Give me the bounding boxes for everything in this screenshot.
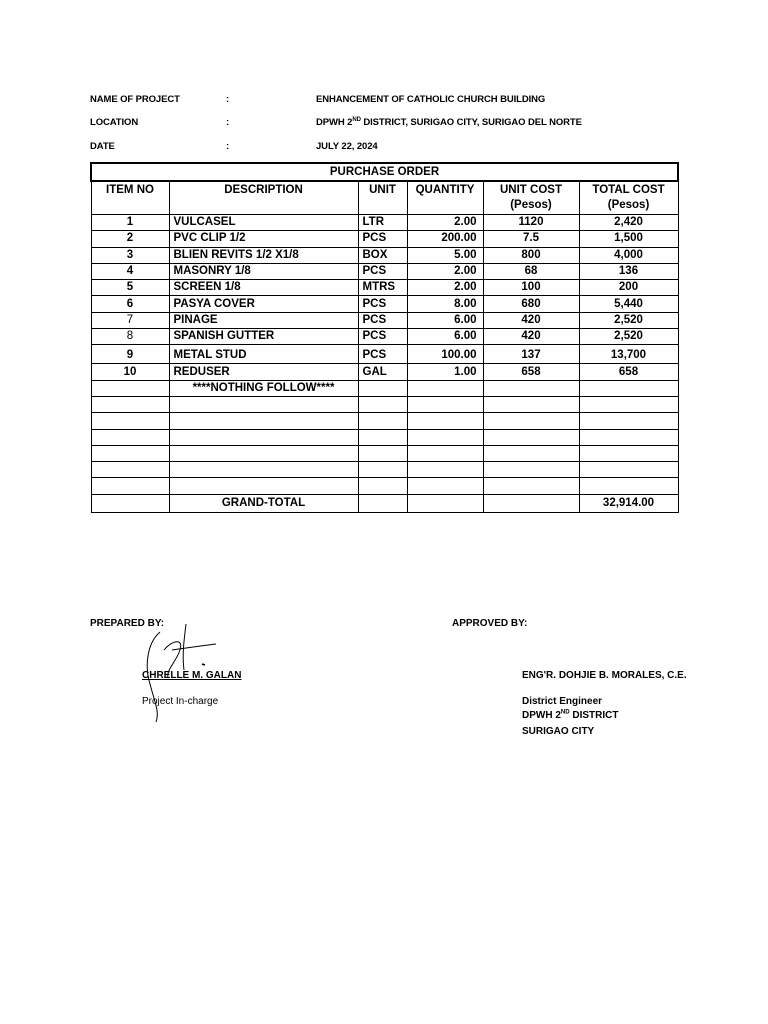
item-unit: PCS (358, 263, 407, 279)
project-name-label: NAME OF PROJECT (90, 94, 180, 105)
item-quantity: 6.00 (407, 329, 483, 345)
item-unit-cost: 658 (483, 364, 579, 380)
table-row (91, 364, 678, 380)
approved-by-office: DPWH 2ND DISTRICT (522, 709, 619, 721)
item-no: 8 (91, 329, 169, 345)
approved-by-label: APPROVED BY: (452, 618, 528, 629)
item-no: 4 (91, 263, 169, 279)
item-description: METAL STUD (169, 345, 358, 364)
item-no: 3 (91, 247, 169, 263)
empty-row (91, 396, 678, 412)
table-row (91, 263, 678, 279)
approved-by-title: District Engineer (522, 696, 603, 707)
item-total-cost: 136 (579, 263, 678, 279)
item-unit: PCS (358, 345, 407, 364)
item-quantity: 100.00 (407, 345, 483, 364)
table-row (91, 215, 678, 231)
item-total-cost: 2,520 (579, 329, 678, 345)
item-total-cost: 2,420 (579, 215, 678, 231)
item-description: VULCASEL (169, 215, 358, 231)
item-quantity: 8.00 (407, 296, 483, 312)
item-quantity: 2.00 (407, 263, 483, 279)
item-quantity: 5.00 (407, 247, 483, 263)
empty-row (91, 462, 678, 478)
item-description: REDUSER (169, 364, 358, 380)
col-header-unit-cost: UNIT COST (Pesos) (483, 181, 579, 215)
prepared-by-label: PREPARED BY: (90, 618, 165, 629)
purchase-order-table (90, 162, 679, 513)
item-total-cost: 200 (579, 280, 678, 296)
table-title-row (91, 163, 678, 181)
item-unit-cost: 420 (483, 312, 579, 328)
item-unit-cost: 7.5 (483, 231, 579, 247)
item-quantity: 6.00 (407, 312, 483, 328)
item-unit: PCS (358, 329, 407, 345)
table-row (91, 231, 678, 247)
item-unit-cost: 800 (483, 247, 579, 263)
nothing-follow-note: ****NOTHING FOLLOW**** (169, 380, 358, 396)
item-no: 2 (91, 231, 169, 247)
prepared-by-title: Project In-charge (142, 696, 219, 707)
item-unit-cost: 420 (483, 329, 579, 345)
item-no: 7 (91, 312, 169, 328)
item-unit: GAL (358, 364, 407, 380)
location-value: DPWH 2ND DISTRICT, SURIGAO CITY, SURIGAO DEL NORTE (316, 116, 582, 128)
grand-total-row (91, 494, 678, 512)
item-description: PVC CLIP 1/2 (169, 231, 358, 247)
date-colon: : (226, 141, 230, 152)
item-quantity: 2.00 (407, 280, 483, 296)
prepared-by-name: CHRELLE M. GALAN (142, 670, 242, 681)
project-name-colon: : (226, 94, 230, 105)
item-total-cost: 2,520 (579, 312, 678, 328)
table-row (91, 247, 678, 263)
date-label: DATE (90, 141, 115, 152)
item-unit-cost: 68 (483, 263, 579, 279)
item-unit-cost: 100 (483, 280, 579, 296)
table-row (91, 329, 678, 345)
project-name-value: ENHANCEMENT OF CATHOLIC CHURCH BUILDING (316, 94, 546, 105)
item-unit: LTR (358, 215, 407, 231)
location-colon: : (226, 117, 230, 128)
col-header-total-cost: TOTAL COST (Pesos) (579, 181, 678, 215)
table-row (91, 345, 678, 364)
empty-row (91, 478, 678, 494)
item-description: PASYA COVER (169, 296, 358, 312)
item-unit: MTRS (358, 280, 407, 296)
grand-total-value: 32,914.00 (579, 494, 678, 512)
item-unit-cost: 1120 (483, 215, 579, 231)
item-no: 5 (91, 280, 169, 296)
item-no: 10 (91, 364, 169, 380)
item-unit: BOX (358, 247, 407, 263)
col-header-item-no: ITEM NO (91, 181, 169, 215)
item-no: 9 (91, 345, 169, 364)
item-total-cost: 4,000 (579, 247, 678, 263)
table-row (91, 296, 678, 312)
grand-total-label: GRAND-TOTAL (169, 494, 358, 512)
item-unit-cost: 137 (483, 345, 579, 364)
table-header-row (91, 181, 678, 215)
item-description: PINAGE (169, 312, 358, 328)
item-description: BLIEN REVITS 1/2 X1/8 (169, 247, 358, 263)
item-quantity: 200.00 (407, 231, 483, 247)
location-label: LOCATION (90, 117, 139, 128)
item-description: SPANISH GUTTER (169, 329, 358, 345)
item-unit: PCS (358, 312, 407, 328)
item-total-cost: 658 (579, 364, 678, 380)
item-total-cost: 13,700 (579, 345, 678, 364)
nothing-follow-row (91, 380, 678, 396)
empty-row (91, 413, 678, 429)
item-total-cost: 5,440 (579, 296, 678, 312)
table-row (91, 280, 678, 296)
col-header-quantity: QUANTITY (407, 181, 483, 215)
approved-by-name: ENG'R. DOHJIE B. MORALES, C.E. (522, 670, 687, 681)
item-quantity: 2.00 (407, 215, 483, 231)
item-unit: PCS (358, 296, 407, 312)
approved-by-city: SURIGAO CITY (522, 726, 595, 737)
table-title: PURCHASE ORDER (91, 163, 678, 181)
col-header-description: DESCRIPTION (169, 181, 358, 215)
table-row (91, 312, 678, 328)
item-unit-cost: 680 (483, 296, 579, 312)
item-no: 6 (91, 296, 169, 312)
item-description: MASONRY 1/8 (169, 263, 358, 279)
empty-row (91, 445, 678, 461)
item-total-cost: 1,500 (579, 231, 678, 247)
col-header-unit: UNIT (358, 181, 407, 215)
item-description: SCREEN 1/8 (169, 280, 358, 296)
empty-row (91, 429, 678, 445)
date-value: JULY 22, 2024 (316, 141, 378, 152)
item-unit: PCS (358, 231, 407, 247)
item-no: 1 (91, 215, 169, 231)
item-quantity: 1.00 (407, 364, 483, 380)
